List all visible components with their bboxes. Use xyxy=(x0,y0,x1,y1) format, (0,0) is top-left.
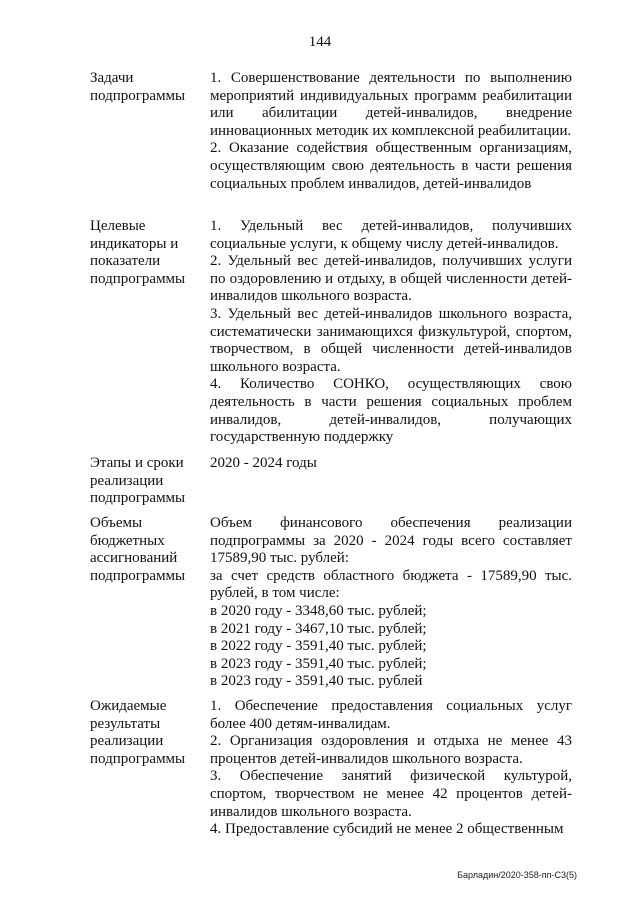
section-content xyxy=(210,455,572,473)
paragraph: в 2020 году - 3348,60 тыс. рублей; xyxy=(210,602,427,619)
paragraph: в 2021 году - 3467,10 тыс. рублей; xyxy=(210,620,427,637)
section-label: Объемы бюджетных ассигнований подпрограммы xyxy=(90,515,186,584)
paragraph: 1. Совершенствование деятельности по выполнению мероприятий индивидуальных программ реабилитации или абилитации детей-инвалидов, внедрение инновационных методик их комплексной реабилитации. xyxy=(210,70,572,139)
section-label: Целевые индикаторы и показатели подпрограммы xyxy=(90,218,186,287)
section-content xyxy=(210,218,572,447)
paragraph: 4. Количество СОНКО, осуществляющих свою деятельность в части решения социальных проблем инвалидов, детей-инвалидов, получающих государственную поддержку xyxy=(210,376,572,446)
paragraph: Объем финансового обеспечения реализации подпрограммы за 2020 - 2024 годы всего составляет 17589,90 тыс. рублей: xyxy=(210,515,572,567)
footer-reference: Барладин/2020-358-пп-С3(5) xyxy=(457,870,577,880)
paragraph: 2. Организация оздоровления и отдыха не менее 43 процентов детей-инвалидов школьного возраста. xyxy=(210,733,572,767)
section-content xyxy=(210,698,572,839)
paragraph: 4. Предоставление субсидий не менее 2 общественным xyxy=(210,821,564,838)
paragraph: в 2022 году - 3591,40 тыс. рублей; xyxy=(210,638,427,655)
section-label: Задачи подпрограммы xyxy=(90,70,186,104)
paragraph: 2. Удельный вес детей-инвалидов, получивших услуги по оздоровлению и отдыху, в общей численности детей-инвалидов школьного возраста. xyxy=(210,253,572,305)
paragraph: 3. Обеспечение занятий физической культурой, спортом, творчеством не менее 42 процентов детей-инвалидов школьного возраста. xyxy=(210,768,572,820)
section-content xyxy=(210,515,572,691)
section-label: Этапы и сроки реализации подпрограммы xyxy=(90,455,186,507)
paragraph: 1. Обеспечение предоставления социальных услуг более 400 детям-инвалидам. xyxy=(210,698,572,732)
paragraph: в 2023 году - 3591,40 тыс. рублей xyxy=(210,673,423,690)
paragraph: 3. Удельный вес детей-инвалидов школьного возраста, систематически занимающихся физкультурой, спортом, творчеством, в общей численности детей-инвалидов школьного возраста. xyxy=(210,305,572,375)
section-content xyxy=(210,70,572,193)
paragraph: 2020 - 2024 годы xyxy=(210,455,317,471)
paragraph: в 2023 году - 3591,40 тыс. рублей; xyxy=(210,655,427,672)
section-label: Ожидаемые результаты реализации подпрограммы xyxy=(90,698,186,767)
paragraph: за счет средств областного бюджета - 17589,90 тыс. рублей, в том числе: xyxy=(210,567,572,602)
page-number: 144 xyxy=(308,34,332,50)
paragraph: 1. Удельный вес детей-инвалидов, получивших социальные услуги, к общему числу детей-инвалидов. xyxy=(210,218,572,252)
paragraph: 2. Оказание содействия общественным организациям, осуществляющим свою деятельность в части решения социальных проблем инвалидов, детей-инвалидов xyxy=(210,140,572,192)
